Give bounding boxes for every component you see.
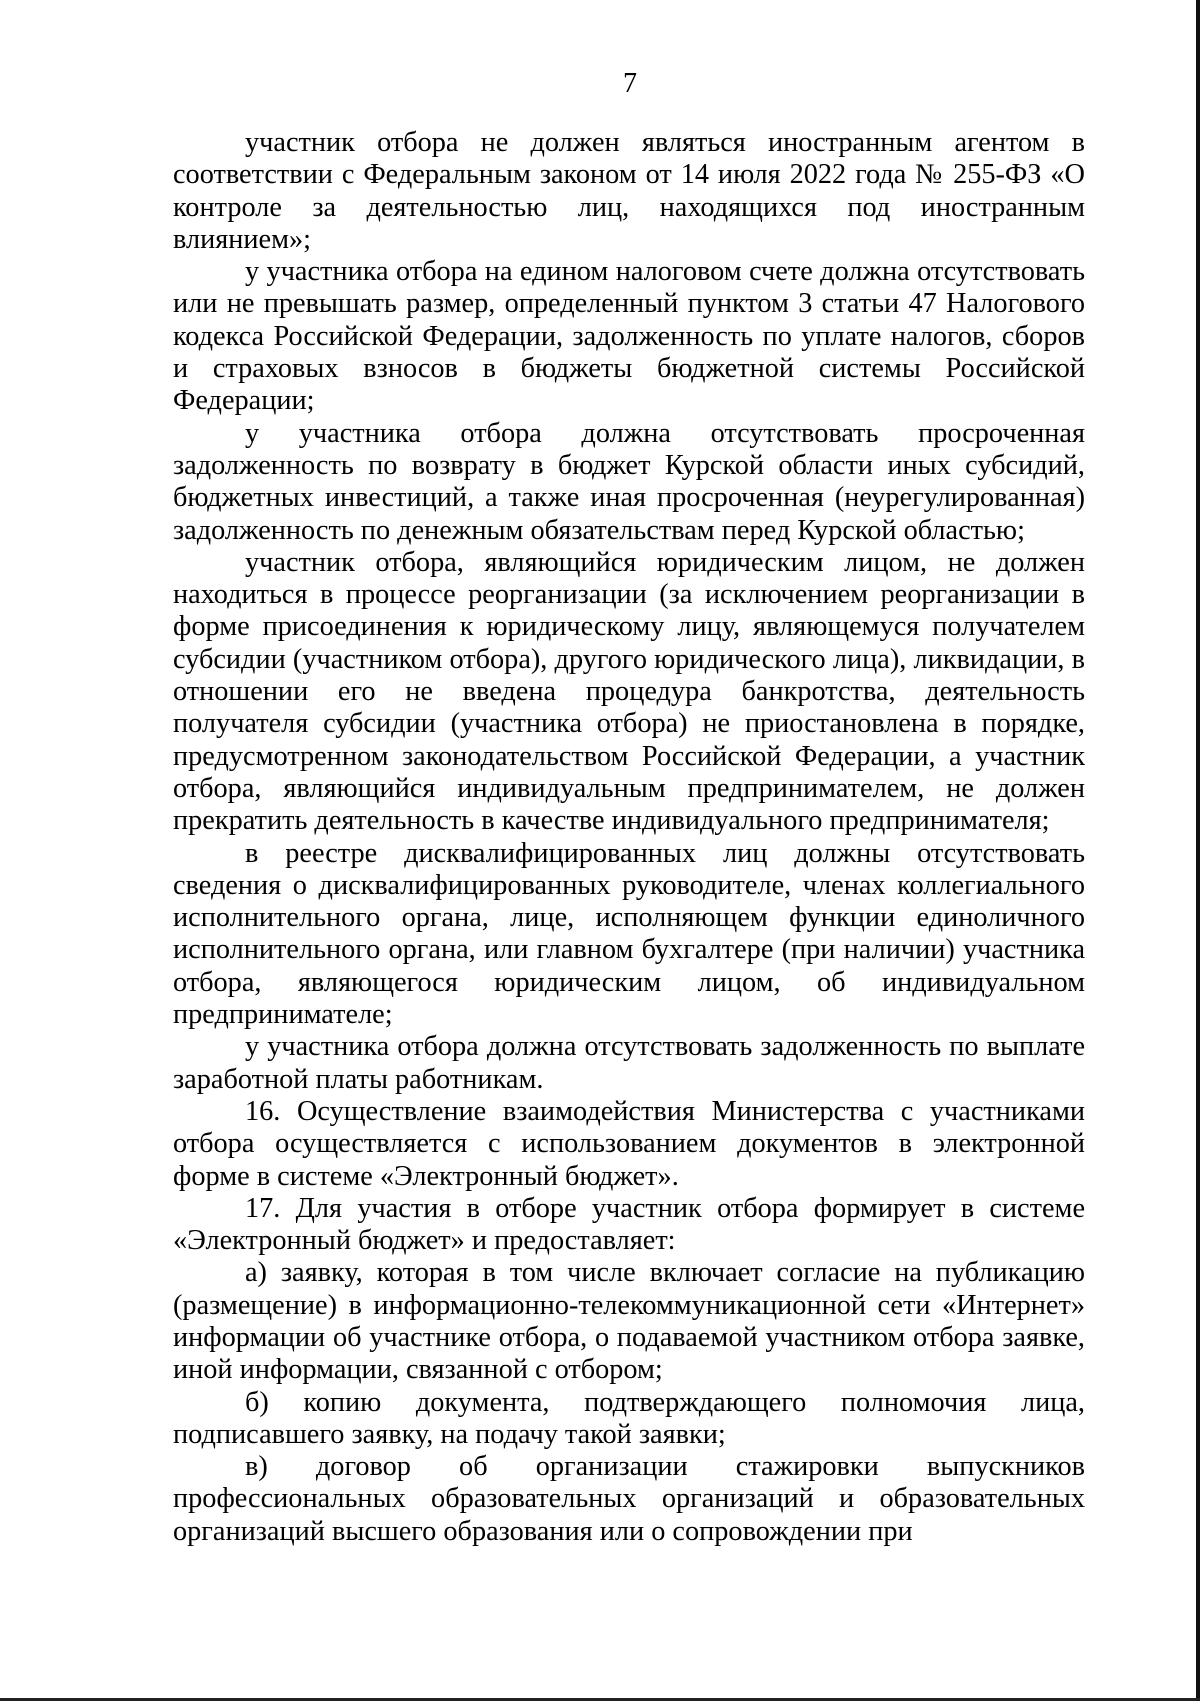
paragraph-item-17: 17. Для участия в отборе участник отбора формирует в системе «Электронный бюджет» и предоставляет:	[173, 1192, 1085, 1257]
paragraph-foreign-agent: участник отбора не должен являться иностранным агентом в соответствии с Федеральным законом от 14 июля 2022 года № 255-ФЗ «О контроле за деятельностью лиц, находящихся под иностранным влиянием»;	[173, 127, 1085, 255]
paragraph-overdue-debt: у участника отбора должна отсутствовать просроченная задолженность по возврату в бюджет Курской области иных субсидий, бюджетных инвестиций, а также иная просроченная (неурегулированная) задолженность по денежным обязательствам перед Курской областью;	[173, 417, 1085, 546]
document-body	[173, 127, 1085, 1548]
paragraph-item-16: 16. Осуществление взаимодействия Министерства с участниками отбора осуществляется с использованием документов в электронной форме в системе «Электронный бюджет».	[173, 1095, 1085, 1192]
paragraph-subitem-v: в) договор об организации стажировки выпускников профессиональных образовательных организаций и образовательных организаций высшего образования или о сопровождении при	[173, 1451, 1085, 1547]
scan-border-right	[1196, 0, 1200, 1701]
paragraph-wage-arrears: у участника отбора должна отсутствовать задолженность по выплате заработной платы работникам.	[173, 1031, 1085, 1095]
page-number: 7	[623, 68, 637, 99]
paragraph-disqualified-registry: в реестре дисквалифицированных лиц должны отсутствовать сведения о дисквалифицированных руководителе, членах коллегиального исполнительного органа, лице, исполняющем функции единоличного исполнительного органа, или главном бухгалтере (при наличии) участника отбора, являющегося юридическим лицом, об индивидуальном предпринимателе;	[173, 837, 1085, 1031]
paragraph-reorganization: участник отбора, являющийся юридическим лицом, не должен находиться в процессе реорганизации (за исключением реорганизации в форме присоединения к юридическому лицу, являющемуся получателем субсидии (участником отбора), другого юридического лица), ликвидации, в отношении его не введена процедура банкротства, деятельность получателя субсидии (участника отбора) не приостановлена в порядке, предусмотренном законодательством Российской Федерации, а участник отбора, являющийся индивидуальным предпринимателем, не должен прекратить деятельность в качестве индивидуального предпринимателя;	[173, 546, 1085, 837]
paragraph-tax-debt: у участника отбора на едином налоговом счете должна отсутствовать или не превышать размер, определенный пунктом 3 статьи 47 Налогового кодекса Российской Федерации, задолженность по уплате налогов, сборов и страховых взносов в бюджеты бюджетной системы Российской Федерации;	[173, 256, 1085, 417]
paragraph-subitem-b: б) копию документа, подтверждающего полномочия лица, подписавшего заявку, на подачу такой заявки;	[173, 1386, 1085, 1450]
paragraph-subitem-a: а) заявку, которая в том числе включает согласие на публикацию (размещение) в информационно-телекоммуникационной сети «Интернет» информации об участнике отбора, о подаваемой участником отбора заявке, иной информации, связанной с отбором;	[173, 1257, 1085, 1386]
